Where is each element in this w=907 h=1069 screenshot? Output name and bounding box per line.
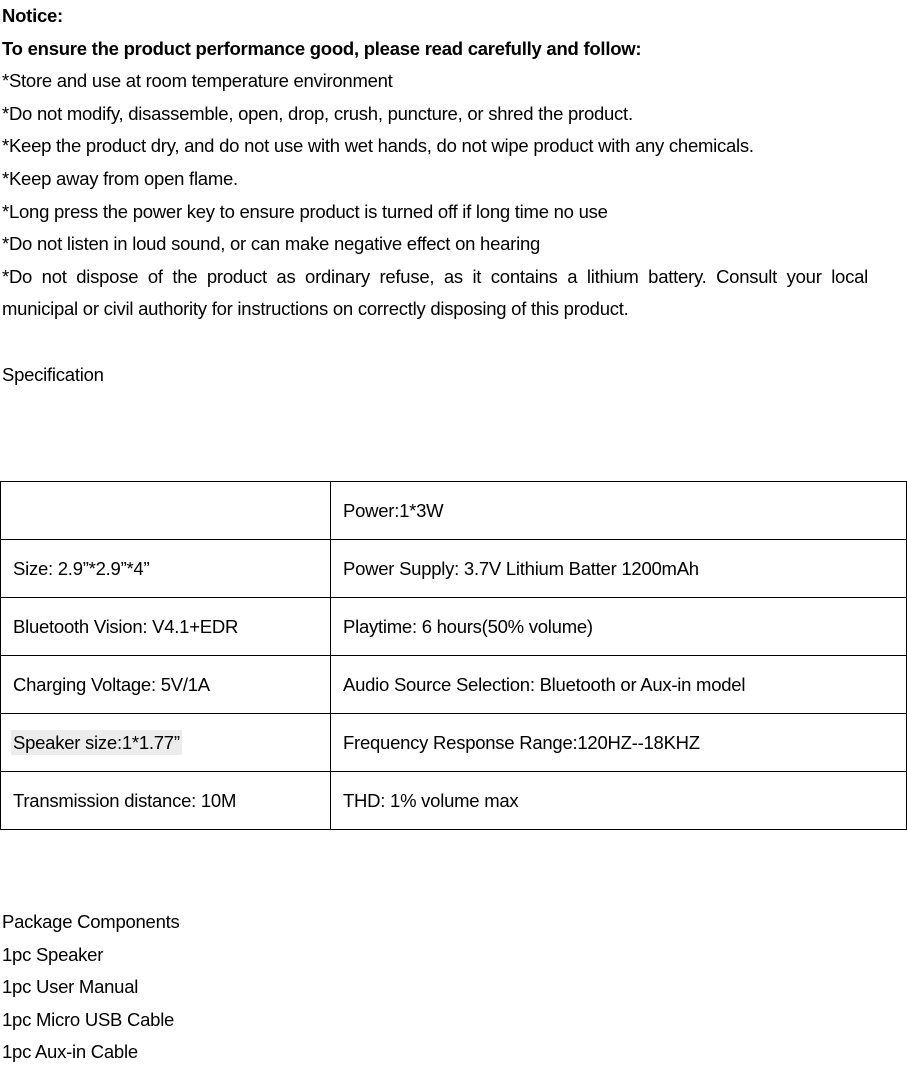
table-cell: Frequency Response Range:120HZ--18KHZ xyxy=(331,714,907,772)
table-cell xyxy=(1,482,331,540)
notice-title: Notice: xyxy=(2,5,63,26)
table-cell: Power:1*3W xyxy=(331,482,907,540)
table-cell: Power Supply: 3.7V Lithium Batter 1200mAh xyxy=(331,540,907,598)
notice-subtitle: To ensure the product performance good, please read carefully and follow: xyxy=(2,37,642,59)
package-item: 1pc Aux-in Cable xyxy=(2,1041,138,1063)
package-item: 1pc User Manual xyxy=(2,976,139,998)
notice-item: *Long press the power key to ensure product is turned off if long time no use xyxy=(2,200,608,222)
table-cell: Bluetooth Vision: V4.1+EDR xyxy=(1,598,331,656)
table-cell: Audio Source Selection: Bluetooth or Aux-in model xyxy=(331,656,907,714)
specification-heading: Specification xyxy=(2,363,104,385)
table-cell: Transmission distance: 10M xyxy=(1,772,331,830)
table-row xyxy=(1,714,907,772)
table-row xyxy=(1,598,907,656)
table-cell: Playtime: 6 hours(50% volume) xyxy=(331,598,907,656)
notice-item: *Keep away from open flame. xyxy=(2,167,238,189)
notice-item: *Do not dispose of the product as ordinary refuse, as it contains a lithium battery. Consult your local municipal or civil authority for instructions on correctly disposing of this product. xyxy=(2,265,868,320)
notice-item: *Do not modify, disassemble, open, drop, crush, puncture, or shred the product. xyxy=(2,102,633,124)
package-item: 1pc Speaker xyxy=(2,943,104,965)
highlighted-text: Speaker size:1*1.77” xyxy=(13,731,180,753)
package-section xyxy=(2,906,180,1069)
notice-section xyxy=(2,0,868,391)
table-row xyxy=(1,482,907,540)
notice-item: *Do not listen in loud sound, or can make negative effect on hearing xyxy=(2,233,541,255)
table-cell xyxy=(1,714,331,772)
table-cell: Charging Voltage: 5V/1A xyxy=(1,656,331,714)
table-cell: Size: 2.9”*2.9”*4” xyxy=(1,540,331,598)
table-cell: THD: 1% volume max xyxy=(331,772,907,830)
specification-table xyxy=(0,481,907,830)
package-item: 1pc Micro USB Cable xyxy=(2,1008,175,1030)
table-row xyxy=(1,540,907,598)
notice-item: *Store and use at room temperature environment xyxy=(2,70,393,92)
table-row xyxy=(1,656,907,714)
notice-item: *Keep the product dry, and do not use with wet hands, do not wipe product with any chemicals. xyxy=(2,135,754,157)
table-row xyxy=(1,772,907,830)
package-heading: Package Components xyxy=(2,911,180,932)
